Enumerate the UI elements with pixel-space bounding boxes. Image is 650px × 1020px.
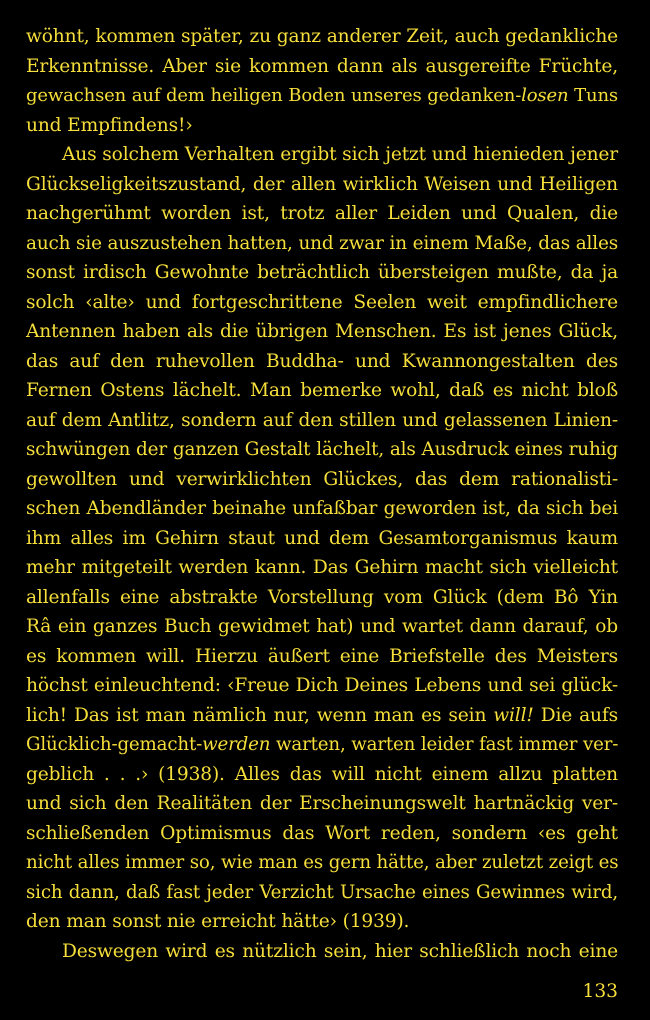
text-line: [26, 199, 618, 229]
text-segment: sich dann, daß fast jeder Verzicht Ursache eines Gewinnes wird,: [26, 881, 618, 903]
emphasized-text: werden: [202, 734, 271, 755]
text-line: [26, 937, 618, 967]
text-line: [26, 229, 618, 259]
text-line: [26, 52, 618, 82]
text-segment: höchst einleuchtend: ‹Freue Dich Deines Lebens und sei glück-: [26, 675, 618, 696]
text-line: [26, 317, 618, 347]
text-line: [26, 730, 618, 760]
text-segment: das auf den ruhevollen Buddha- und Kwannongestalten des: [26, 350, 618, 372]
text-segment: gewollten und verwirklichten Glückes, das dem rationalisti-: [26, 468, 618, 490]
text-segment: Aus solchem Verhalten ergibt sich jetzt und hienieden jener: [62, 144, 618, 165]
text-segment: nicht alles immer so, wie man es gern hätte, aber zuletzt zeigt es: [26, 852, 619, 873]
text-segment: Deswegen wird es nützlich sein, hier schließlich noch eine: [62, 940, 618, 962]
text-segment: und Empfindens!›: [26, 114, 193, 136]
text-segment: ihm alles im Gehirn staut und dem Gesamtorganismus kaum: [26, 527, 618, 549]
text-line: [26, 701, 618, 731]
text-line: [26, 406, 618, 436]
text-line: [26, 907, 618, 937]
text-line: [26, 22, 618, 52]
text-line: [26, 140, 618, 170]
text-segment: den man sonst nie erreicht hätte› (1939).: [26, 911, 410, 932]
text-line: [26, 494, 618, 524]
text-line: [26, 848, 618, 878]
text-segment: Glückseligkeitszustand, der allen wirklich Weisen und Heiligen: [26, 173, 618, 195]
text-segment: solch ‹alte› und fortgeschrittene Seelen weit empfindlichere: [26, 291, 618, 313]
text-segment: Fernen Ostens lächelt. Man bemerke wohl, daß es nicht bloß: [26, 380, 618, 401]
text-line: [26, 376, 618, 406]
text-segment: allenfalls eine abstrakte Vorstellung vom Glück (dem Bô Yin: [26, 586, 618, 608]
text-segment: auf dem Antlitz, sondern auf den stillen und gelassenen Linien-: [26, 409, 618, 431]
text-line: [26, 111, 618, 141]
text-segment: Tuns: [568, 85, 618, 106]
text-segment: Glücklich-gemacht-: [26, 734, 203, 755]
text-line: [26, 760, 618, 790]
text-line: [26, 288, 618, 318]
text-segment: sonst irdisch Gewohnte beträchtlich übersteigen mußte, da ja: [26, 262, 618, 283]
text-line: [26, 671, 618, 701]
text-line: [26, 583, 618, 613]
text-segment: Erkenntnisse. Aber sie kommen dann als ausgereifte Früchte,: [26, 55, 618, 77]
text-line: [26, 642, 618, 672]
text-segment: lich! Das ist man nämlich nur, wenn man es sein: [26, 704, 494, 726]
text-segment: schließenden Optimismus das Wort reden, sondern ‹es geht: [26, 822, 618, 844]
page-number: 133: [582, 981, 618, 1002]
text-line: [26, 258, 618, 288]
text-segment: auch sie auszustehen hatten, und zwar in einem Maße, das alles: [26, 232, 618, 254]
text-segment: geblich . . .› (1938). Alles das will nicht einem allzu platten: [26, 763, 618, 785]
text-segment: nachgerühmt worden ist, trotz aller Leiden und Qualen, die: [26, 203, 618, 224]
emphasized-text: will!: [493, 704, 534, 726]
text-line: [26, 347, 618, 377]
text-segment: Râ ein ganzes Buch gewidmet hat) und wartet dann darauf, ob: [26, 616, 618, 637]
text-segment: mehr mitgeteilt werden kann. Das Gehirn macht sich vielleicht: [26, 557, 618, 578]
text-line: [26, 435, 618, 465]
text-segment: warten, warten leider fast immer ver-: [270, 734, 619, 755]
text-line: [26, 819, 618, 849]
text-line: [26, 878, 618, 908]
text-segment: schen Abendländer beinahe unfaßbar geworden ist, da sich bei: [26, 498, 618, 519]
text-line: [26, 553, 618, 583]
text-segment: und sich den Realitäten der Erscheinungswelt hartnäckig ver-: [26, 793, 618, 814]
text-segment: gewachsen auf dem heiligen Boden unseres gedanken-: [26, 85, 522, 106]
text-line: [26, 789, 618, 819]
text-segment: schwüngen der ganzen Gestalt lächelt, als Ausdruck eines ruhig: [26, 439, 618, 460]
body-text: [26, 22, 618, 966]
text-line: [26, 612, 618, 642]
text-line: [26, 170, 618, 200]
text-segment: es kommen will. Hierzu äußert eine Briefstelle des Meisters: [26, 645, 618, 667]
text-line: [26, 524, 618, 554]
text-segment: wöhnt, kommen später, zu ganz anderer Zeit, auch gedankliche: [26, 26, 618, 47]
text-line: [26, 81, 618, 111]
text-segment: Antennen haben als die übrigen Menschen. Es ist jenes Glück,: [26, 321, 618, 342]
emphasized-text: losen: [521, 85, 569, 106]
text-segment: Die aufs: [533, 704, 618, 726]
text-line: [26, 465, 618, 495]
